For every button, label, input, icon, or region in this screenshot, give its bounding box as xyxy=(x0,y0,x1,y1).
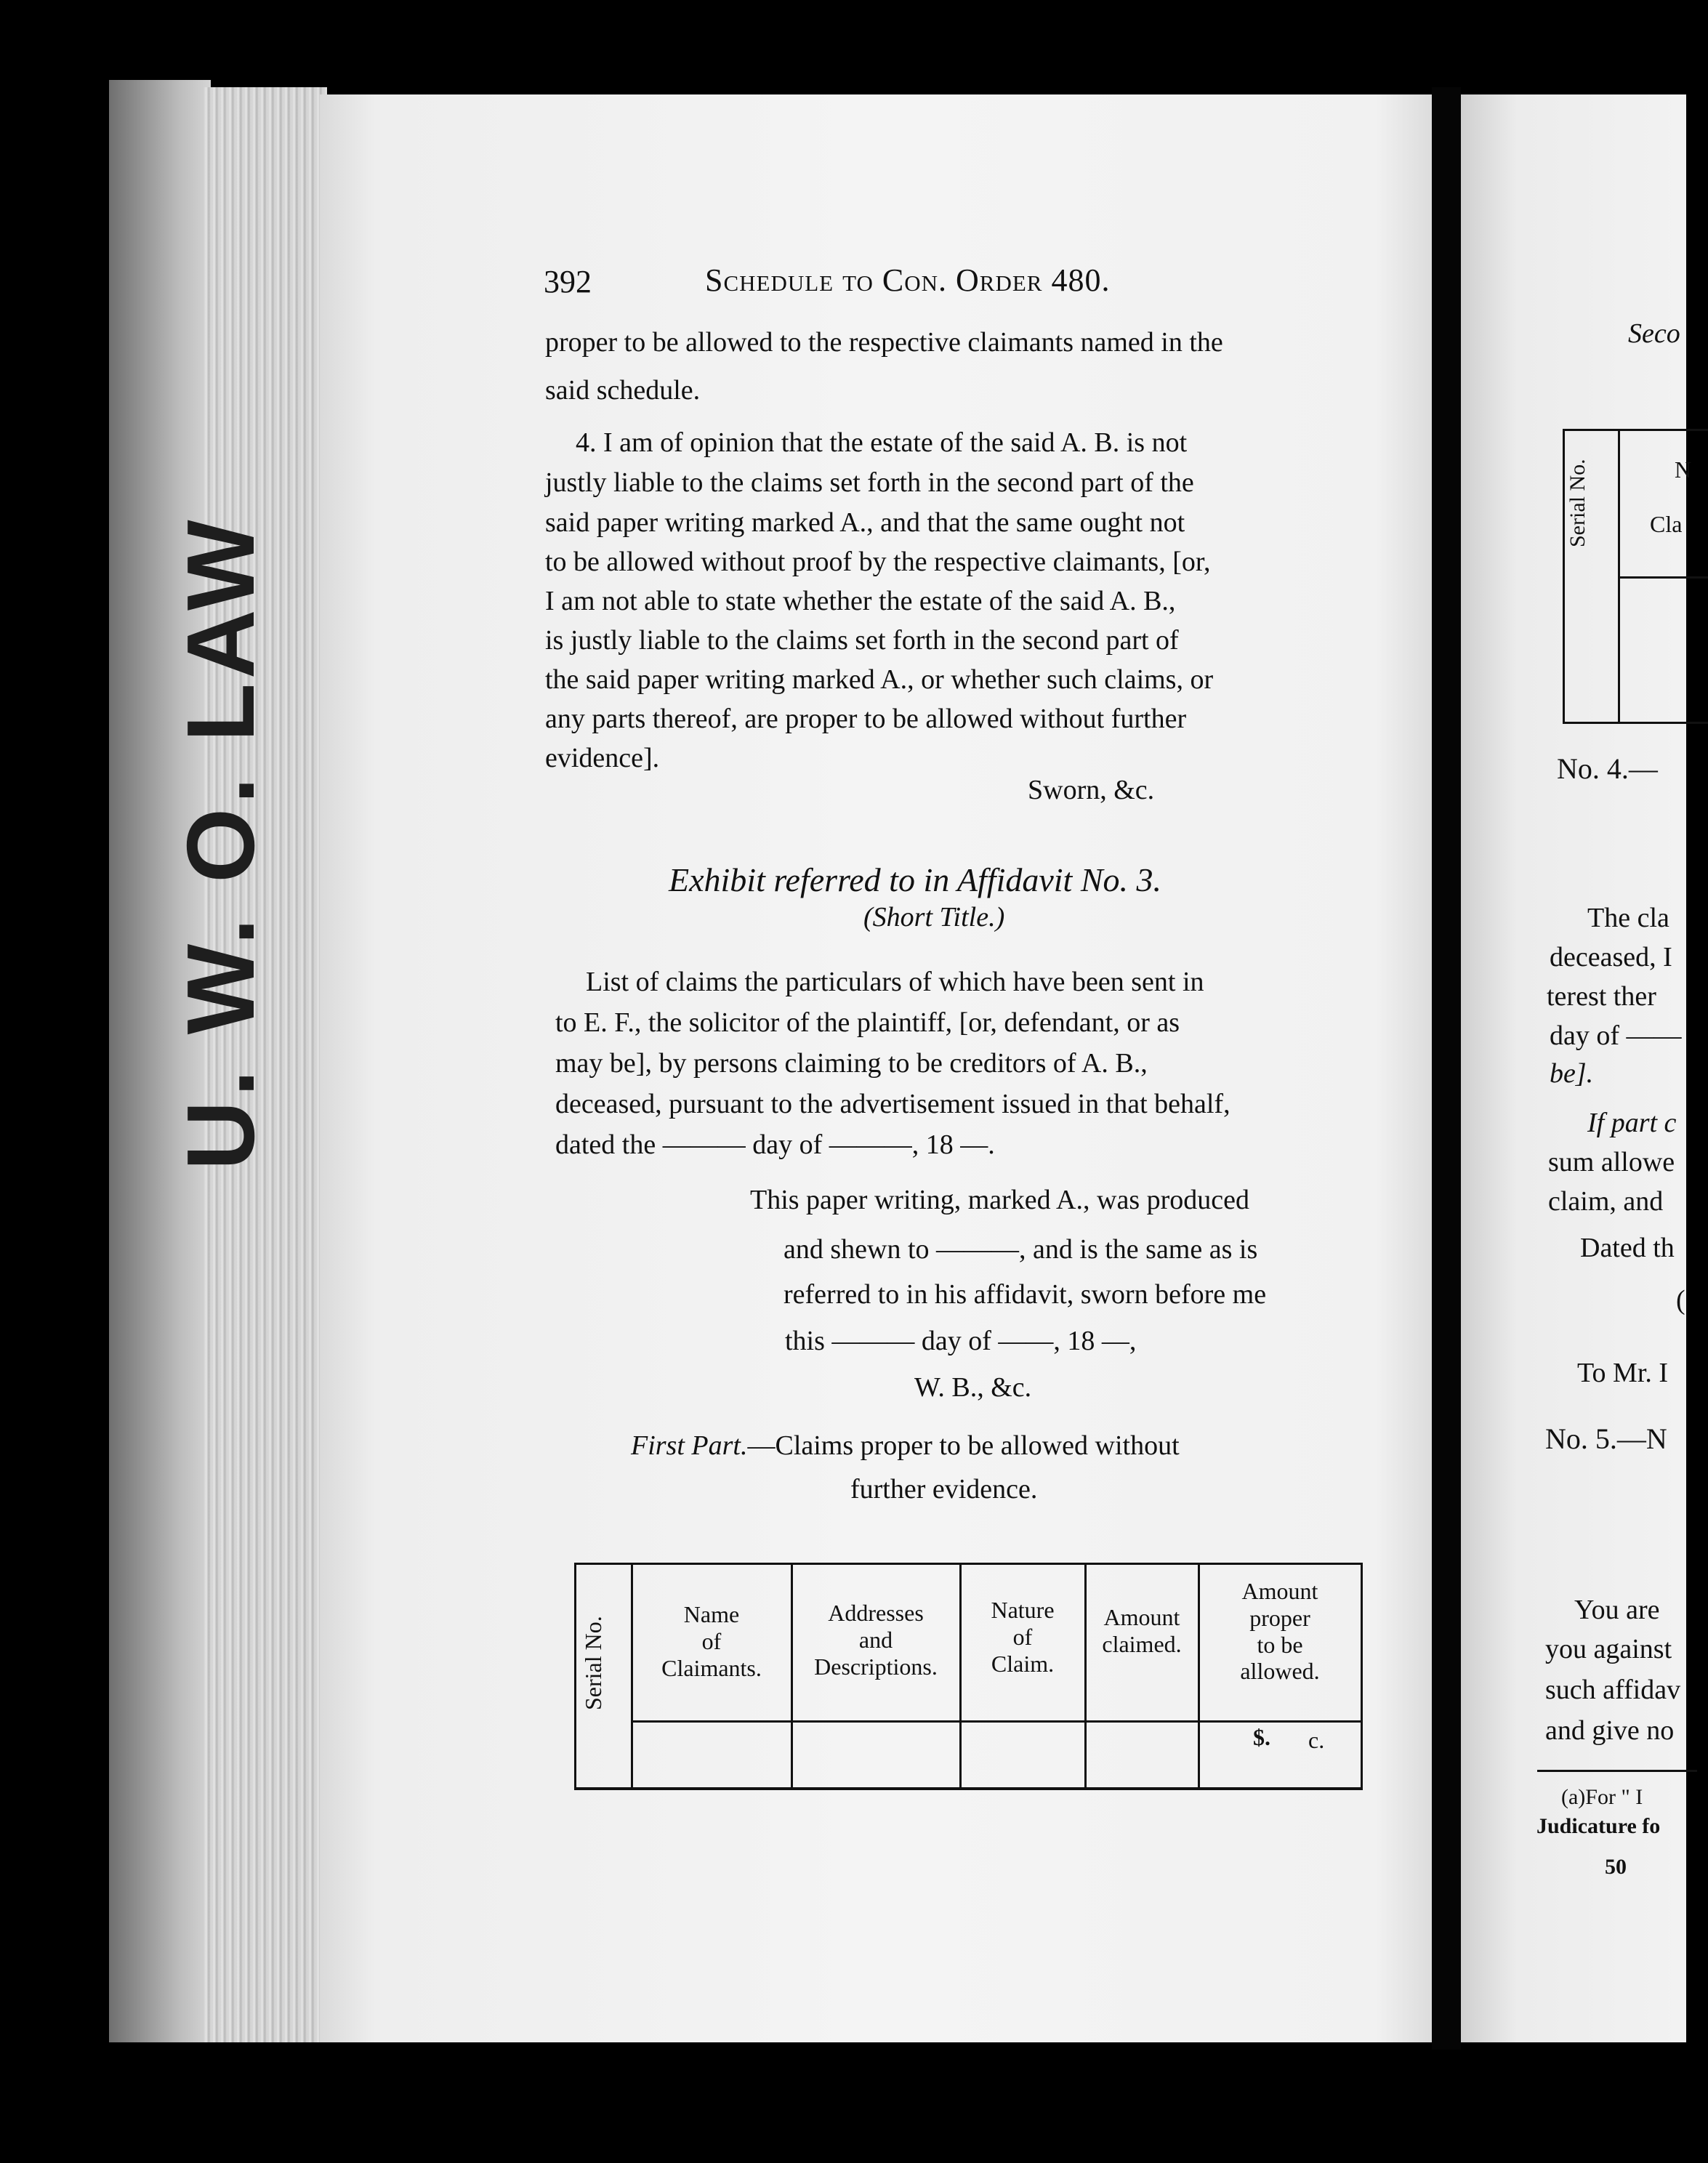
right-text-line: you against xyxy=(1545,1634,1672,1664)
header-text: proper xyxy=(1249,1604,1310,1631)
short-title: (Short Title.) xyxy=(863,902,1005,933)
right-text-line: such affidav xyxy=(1545,1675,1681,1705)
header-nature-of-claim xyxy=(961,1597,1084,1677)
first-part-label: First Part. xyxy=(631,1430,748,1461)
header-serial-no: Serial No. xyxy=(580,1616,606,1710)
header-amount-proper xyxy=(1199,1578,1361,1685)
page-number: 392 xyxy=(544,264,592,299)
sworn-line: Sworn, &c. xyxy=(1028,775,1155,805)
right-text-line: be]. xyxy=(1550,1058,1594,1089)
text-line: dated the ——— day of ———, 18 —. xyxy=(555,1129,995,1160)
right-text-line: day of —— xyxy=(1550,1020,1682,1051)
header-text: and xyxy=(858,1626,893,1653)
right-text-line: If part c xyxy=(1587,1108,1677,1138)
right-text-line: terest ther xyxy=(1547,981,1656,1012)
table-border xyxy=(1563,431,1565,722)
text-line: to E. F., the solicitor of the plaintiff, [or, defendant, or as xyxy=(555,1007,1180,1038)
text-line: deceased, pursuant to the advertisement issued in that behalf, xyxy=(555,1089,1230,1119)
text-line: 4. I am of opinion that the estate of the said A. B. is not xyxy=(576,427,1188,458)
claims-table xyxy=(574,1563,1363,1790)
text-line: justly liable to the claims set forth in the second part of the xyxy=(545,467,1194,498)
first-part-text: —Claims proper to be allowed without xyxy=(747,1430,1180,1461)
text-line: evidence]. xyxy=(545,743,660,773)
right-table-fragment-text: Cla xyxy=(1650,511,1683,537)
footnote-line: (a)For " I xyxy=(1561,1785,1643,1809)
right-text-line: claim, and xyxy=(1548,1186,1664,1217)
footnote-line: Judicature fo xyxy=(1536,1814,1661,1838)
first-part-text-2: further evidence. xyxy=(850,1474,1038,1505)
right-text-line: The cla xyxy=(1587,903,1669,933)
header-text: Name xyxy=(683,1601,740,1627)
table-header-rule xyxy=(632,1720,1363,1723)
header-addresses xyxy=(792,1600,959,1680)
running-title: Schedule to Con. Order 480. xyxy=(705,262,1111,298)
text-line: to be allowed without proof by the respective claimants, [or, xyxy=(545,547,1211,577)
right-text-line: You are xyxy=(1574,1595,1660,1625)
right-text-line: sum allowe xyxy=(1548,1147,1675,1177)
unit-dollars: $. xyxy=(1253,1724,1270,1750)
header-name-of-claimants xyxy=(632,1601,791,1681)
text-line: the said paper writing marked A., or whether such claims, or xyxy=(545,664,1214,695)
first-part-heading xyxy=(631,1432,1180,1459)
header-text: to be xyxy=(1257,1631,1303,1658)
jurat-line: this ——— day of ——, 18 —, xyxy=(785,1326,1137,1356)
footnote-rule xyxy=(1537,1770,1697,1772)
header-text: claimed. xyxy=(1102,1630,1182,1657)
signature-line: W. B., &c. xyxy=(914,1372,1032,1403)
jurat-line: referred to in his affidavit, sworn before me xyxy=(783,1279,1267,1310)
text-line: said paper writing marked A., and that the same ought not xyxy=(545,507,1185,538)
header-text: Descriptions. xyxy=(814,1653,938,1680)
text-line: I am not able to state whether the estate of the said A. B., xyxy=(545,586,1176,616)
table-header-rule xyxy=(1618,576,1708,579)
header-text: Addresses xyxy=(828,1600,924,1626)
right-section-no4: No. 4.— xyxy=(1557,752,1658,785)
header-text: allowed. xyxy=(1240,1658,1320,1685)
right-header-serial-no: Serial No. xyxy=(1566,459,1590,547)
library-stamp: U. W. O. LAW xyxy=(167,515,274,1170)
header-text: Claimants. xyxy=(661,1654,762,1681)
exhibit-heading: Exhibit referred to in Affidavit No. 3. xyxy=(669,861,1162,898)
right-text-line: deceased, I xyxy=(1550,942,1672,972)
header-text: Amount xyxy=(1103,1604,1180,1630)
book-gutter xyxy=(1432,87,1461,2050)
jurat-line: This paper writing, marked A., was produced xyxy=(750,1185,1249,1215)
text-line: any parts thereof, are proper to be allowed without further xyxy=(545,704,1187,734)
signature-mark: 50 xyxy=(1605,1855,1627,1879)
header-text: of xyxy=(1012,1623,1033,1650)
right-table-fragment-text: N xyxy=(1675,456,1692,483)
right-text-line: ( xyxy=(1676,1285,1685,1316)
right-text-line: Dated th xyxy=(1580,1233,1675,1263)
right-section-no5: No. 5.—N xyxy=(1545,1422,1667,1455)
right-text-line: and give no xyxy=(1545,1715,1675,1746)
header-amount-claimed xyxy=(1086,1604,1198,1658)
jurat-line: and shewn to ———, and is the same as is xyxy=(783,1234,1258,1265)
text-line: may be], by persons claiming to be creditors of A. B., xyxy=(555,1048,1148,1079)
right-header-fragment: Seco xyxy=(1628,318,1680,349)
header-text: of xyxy=(701,1627,722,1654)
table-border xyxy=(1361,1565,1363,1787)
header-text: Nature xyxy=(991,1597,1055,1623)
right-text-line: To Mr. I xyxy=(1577,1358,1669,1388)
text-line: is justly liable to the claims set forth in the second part of xyxy=(545,625,1179,656)
header-text: Claim. xyxy=(991,1650,1055,1677)
text-line: List of claims the particulars of which have been sent in xyxy=(586,967,1204,997)
table-border xyxy=(574,1565,576,1787)
unit-cents: c. xyxy=(1308,1727,1325,1753)
table-divider xyxy=(1084,1565,1087,1787)
header-text: Amount xyxy=(1241,1578,1318,1604)
text-line: proper to be allowed to the respective claimants named in the xyxy=(545,327,1223,358)
text-line: said schedule. xyxy=(545,375,701,406)
